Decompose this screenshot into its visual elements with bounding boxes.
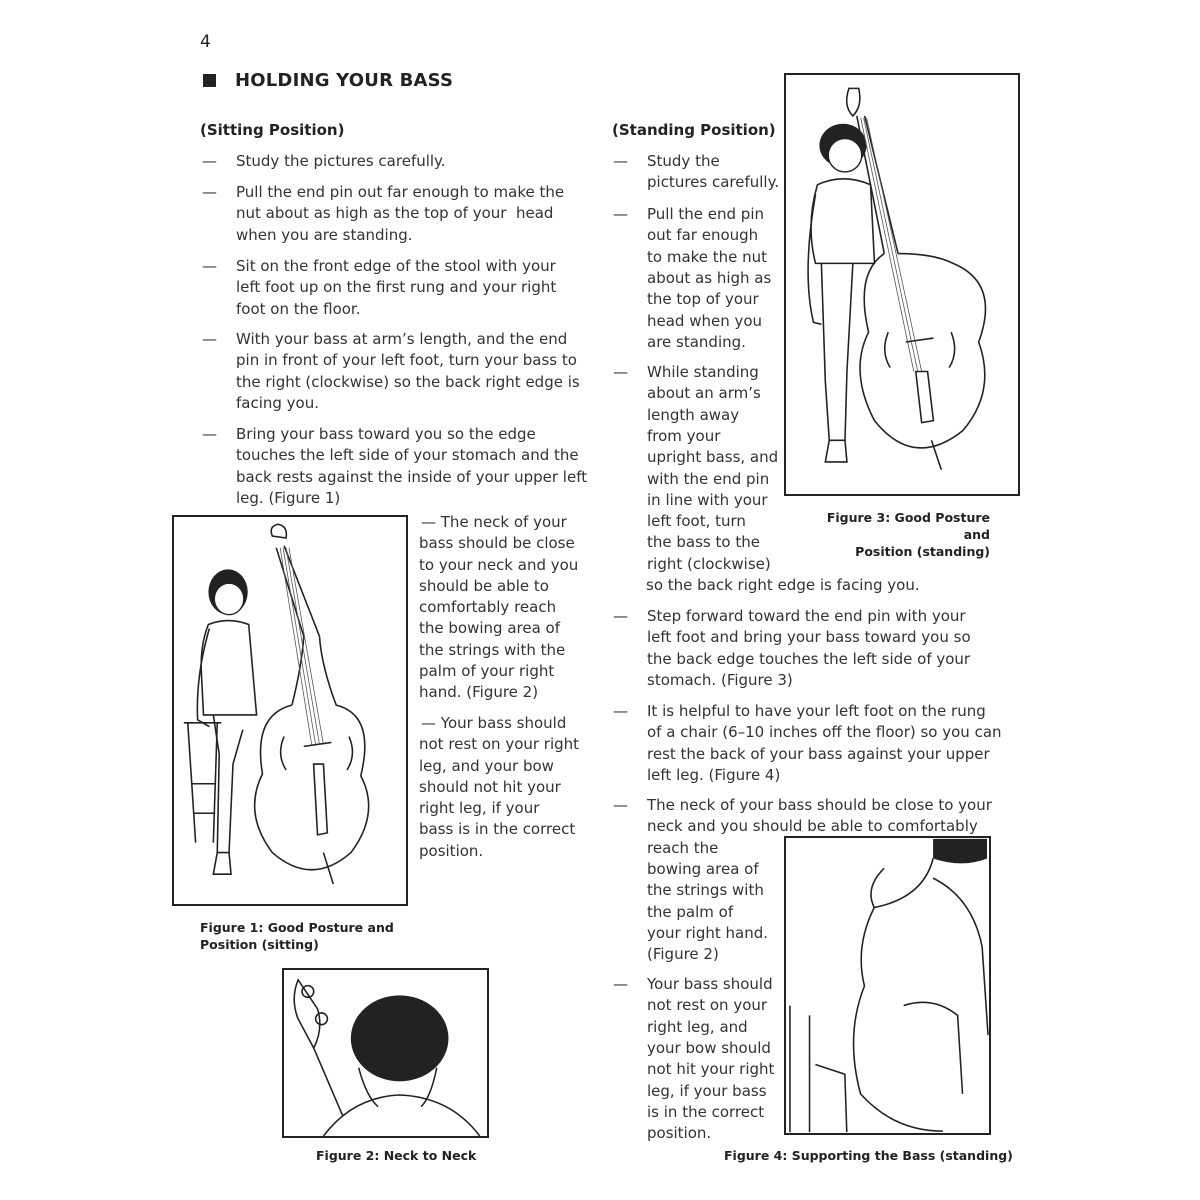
standing-bullet-6-line-4: bowing area of xyxy=(647,859,759,878)
sitting-bullet-5-line-4: leg. (Figure 1) xyxy=(236,488,341,507)
standing-bullet-4-line-2: left foot and bring your bass toward you so xyxy=(647,628,971,647)
standing-bullet-7-line-4: your bow should xyxy=(647,1038,771,1057)
standing-bullet-5-line-4: left leg. (Figure 4) xyxy=(647,765,781,784)
supporting-bass-illustration-icon xyxy=(786,838,989,1133)
standing-bullet-6-line-3: reach the xyxy=(647,838,719,857)
side-2-line-3: leg, and your bow xyxy=(419,756,554,775)
standing-bullet-7-line-1: Your bass should xyxy=(647,975,773,993)
figure-3-caption xyxy=(808,509,990,560)
figure-1-caption-line-2: Position (sitting) xyxy=(200,937,319,952)
side-2-line-4: should not hit your xyxy=(419,777,561,796)
standing-bullet-6-line-2: neck and you should be able to comfortably xyxy=(647,817,978,836)
figure-3-caption-line-1: Figure 3: Good Posture and xyxy=(826,510,990,542)
page-number: 4 xyxy=(200,32,211,52)
neck-to-neck-illustration-icon xyxy=(284,970,487,1136)
side-1-line-7: the strings with the xyxy=(419,640,566,659)
standing-bullet-7-line-6: leg, if your bass xyxy=(647,1081,767,1100)
standing-bullet-5-line-1: It is helpful to have your left foot on the rung xyxy=(647,702,986,720)
standing-bullet-2-line-1: Pull the end pin xyxy=(647,205,764,223)
standing-bullet-7-line-5: not hit your right xyxy=(647,1060,775,1079)
standing-bullet-2-line-5: the top of your xyxy=(647,290,759,309)
standing-bullet-6-line-6: the palm of xyxy=(647,902,734,921)
sitting-side-bullet-1 xyxy=(419,512,578,704)
side-1-line-4: should be able to xyxy=(419,576,549,595)
section-heading-text: HOLDING YOUR BASS xyxy=(235,70,454,91)
standing-bullet-7-line-3: right leg, and xyxy=(647,1017,748,1036)
side-1-line-8: palm of your right xyxy=(419,662,555,681)
standing-bullet-7-line-2: not rest on your xyxy=(647,996,768,1015)
standing-bullet-2-line-3: to make the nut xyxy=(647,247,768,266)
sitting-bullet-5-line-2: touches the left side of your stomach and the xyxy=(236,446,579,465)
standing-bullet-3-wrap: so the back right edge is facing you. xyxy=(646,576,920,594)
standing-bullet-5-line-2: of a chair (6–10 inches off the floor) so you can xyxy=(647,723,1002,742)
standing-bullet-3-line-10: right (clockwise) xyxy=(647,554,771,573)
standing-bullet-6-line-5: the strings with xyxy=(647,881,764,900)
standing-bullet-3-line-7: in line with your xyxy=(647,490,768,509)
side-1-line-3: to your neck and you xyxy=(419,555,579,574)
standing-bullet-4-line-1: Step forward toward the end pin with your xyxy=(647,607,966,625)
standing-bullet-7-line-7: is in the correct xyxy=(647,1102,765,1121)
sitting-bullet-3-line-1: Sit on the front edge of the stool with your xyxy=(236,257,556,275)
side-1-line-6: the bowing area of xyxy=(419,619,560,638)
sitting-bullet-4-line-3: the right (clockwise) so the back right edge is xyxy=(236,372,580,391)
standing-bullet-6-line-7: your right hand. xyxy=(647,923,769,942)
side-2-line-2: not rest on your right xyxy=(419,735,580,754)
standing-bullet-2-line-7: are standing. xyxy=(647,332,746,351)
standing-bullet-3-line-5: upright bass, and xyxy=(647,448,779,467)
sitting-bullet-1-line-1: Study the pictures carefully. xyxy=(236,152,446,170)
side-1-line-2: bass should be close xyxy=(419,534,575,553)
sitting-bullet-2-line-3: when you are standing. xyxy=(236,225,413,244)
side-2-line-7: position. xyxy=(419,841,484,860)
sitting-bullet-4-line-1: With your bass at arm’s length, and the end xyxy=(236,330,568,348)
sitting-bullet-3-line-3: foot on the floor. xyxy=(236,299,361,318)
figure-3-frame xyxy=(784,73,1020,496)
side-1-line-1: — The neck of your xyxy=(421,513,567,531)
sitting-bullet-2-line-1: Pull the end pin out far enough to make the xyxy=(236,183,565,201)
standing-bullet-3-line-1: While standing xyxy=(647,363,759,381)
standing-bullet-3-line-2: about an arm’s xyxy=(647,384,761,403)
square-bullet-icon xyxy=(203,74,216,87)
bass-standing-illustration-icon xyxy=(786,75,1018,494)
bass-sitting-illustration-icon xyxy=(174,517,406,904)
side-1-line-5: comfortably reach xyxy=(419,598,557,617)
figure-1-frame xyxy=(172,515,408,906)
sitting-bullet-5-line-3: back rests against the inside of your upper left xyxy=(236,467,588,486)
standing-bullet-3-line-8: left foot, turn xyxy=(647,512,746,531)
figure-4-caption: Figure 4: Supporting the Bass (standing) xyxy=(724,1148,1013,1163)
sitting-bullet-4-line-2: pin in front of your left foot, turn your bass to xyxy=(236,351,577,370)
sitting-bullet-5-line-1: Bring your bass toward you so the edge xyxy=(236,425,536,443)
standing-bullet-7-line-8: position. xyxy=(647,1124,712,1143)
figure-2-caption: Figure 2: Neck to Neck xyxy=(316,1148,477,1163)
standing-bullet-6-line-8: (Figure 2) xyxy=(647,945,719,964)
figure-3-caption-line-2: Position (standing) xyxy=(855,544,990,559)
side-1-line-9: hand. (Figure 2) xyxy=(419,683,539,702)
standing-bullet-3-line-9: the bass to the xyxy=(647,533,760,552)
sitting-bullet-3-line-2: left foot up on the first rung and your right xyxy=(236,278,557,297)
figure-1-caption xyxy=(200,919,394,953)
sitting-bullet-4-line-4: facing you. xyxy=(236,393,320,412)
side-2-line-6: bass is in the correct xyxy=(419,820,576,839)
figure-4-frame xyxy=(784,836,991,1135)
sitting-title: (Sitting Position) xyxy=(200,121,345,139)
standing-bullet-3-line-6: with the end pin xyxy=(647,469,770,488)
standing-bullet-1-line-1: Study the xyxy=(647,152,720,170)
sitting-side-bullet-2 xyxy=(419,713,579,862)
standing-bullet-3-line-4: from your xyxy=(647,426,721,445)
standing-bullet-4-line-4: stomach. (Figure 3) xyxy=(647,670,793,689)
standing-bullet-3-line-3: length away xyxy=(647,405,740,424)
standing-bullet-5-line-3: rest the back of your bass against your upper xyxy=(647,744,990,763)
sitting-bullet-2-line-2: nut about as high as the top of your head xyxy=(236,204,554,223)
standing-bullet-2-line-4: about as high as xyxy=(647,268,772,287)
standing-bullet-6-line-1: The neck of your bass should be close to your xyxy=(647,796,992,814)
standing-bullet-1-line-2: pictures carefully. xyxy=(647,173,780,192)
standing-bullet-4-line-3: the back edge touches the left side of your xyxy=(647,649,971,668)
standing-bullet-2-line-2: out far enough xyxy=(647,226,759,245)
standing-title: (Standing Position) xyxy=(612,121,776,139)
figure-1-caption-line-1: Figure 1: Good Posture and xyxy=(200,920,394,935)
side-2-line-5: right leg, if your xyxy=(419,799,540,818)
section-heading xyxy=(203,70,453,91)
figure-2-frame xyxy=(282,968,489,1138)
side-2-line-1: — Your bass should xyxy=(421,714,567,732)
standing-bullet-2-line-6: head when you xyxy=(647,311,763,330)
